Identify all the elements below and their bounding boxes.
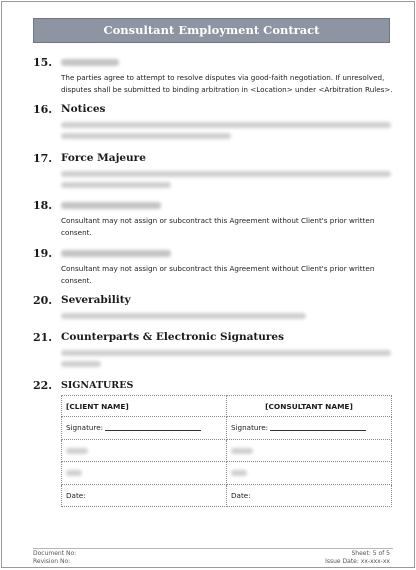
section-number: 15. xyxy=(33,56,53,69)
client-signature-cell[interactable] xyxy=(62,417,227,440)
consultant-redacted-cell xyxy=(227,462,392,485)
consultant-date-cell[interactable]: Date: xyxy=(227,484,392,507)
section-heading: Notices xyxy=(61,103,106,115)
document-title: Consultant Employment Contract xyxy=(33,18,390,43)
redacted-text xyxy=(61,122,391,128)
redacted-label xyxy=(66,470,82,476)
issue-date: Issue Date: xx-xxx-xx xyxy=(325,558,390,565)
signature-line xyxy=(105,430,201,431)
signature-label: Signature: xyxy=(66,423,104,433)
footer-left xyxy=(33,550,76,566)
section-number: 18. xyxy=(33,199,53,212)
redacted-text xyxy=(61,171,391,177)
signature-line xyxy=(270,430,366,431)
signature-row xyxy=(62,417,392,440)
document-no-label: Document No: xyxy=(33,550,77,557)
sheet-number: Sheet: 5 of 5 xyxy=(351,550,390,557)
footer-divider xyxy=(33,548,393,549)
redacted-heading xyxy=(61,59,119,66)
client-redacted-cell xyxy=(62,462,227,485)
redacted-heading xyxy=(61,250,171,257)
signature-label: Signature: xyxy=(231,423,269,433)
section-heading: Severability xyxy=(61,294,131,306)
section-number: 22. xyxy=(33,379,53,392)
section-number: 21. xyxy=(33,331,53,344)
redacted-text xyxy=(61,350,391,356)
consultant-name-header: [CONSULTANT NAME] xyxy=(227,396,392,417)
redacted-label xyxy=(231,470,247,476)
redacted-heading xyxy=(61,202,161,209)
redacted-label xyxy=(66,448,88,454)
section-number: 16. xyxy=(33,103,53,116)
redacted-text xyxy=(61,133,231,139)
revision-no-label: Revision No: xyxy=(33,558,71,565)
section-number: 17. xyxy=(33,152,53,165)
section-body: Consultant may not assign or subcontract this Agreement without Client's prior written consent. xyxy=(61,264,375,285)
section-body: The parties agree to attempt to resolve disputes via good-faith negotiation. If unresolved, disputes shall be submitted to binding arbitration in <Location> under <Arbitration Rules>. xyxy=(61,73,393,94)
client-date-cell[interactable]: Date: xyxy=(62,484,227,507)
consultant-signature-cell[interactable] xyxy=(227,417,392,440)
section-heading: Force Majeure xyxy=(61,152,146,164)
section-heading: SIGNATURES xyxy=(61,380,134,391)
section-heading: Counterparts & Electronic Signatures xyxy=(61,331,285,343)
section-number: 19. xyxy=(33,247,53,260)
redacted-text xyxy=(61,182,171,188)
client-redacted-cell xyxy=(62,439,227,462)
section-body: Consultant may not assign or subcontract this Agreement without Client's prior written consent. xyxy=(61,216,375,237)
redacted-text xyxy=(61,361,101,367)
section-number: 20. xyxy=(33,294,53,307)
redacted-row xyxy=(62,462,392,485)
date-row xyxy=(62,484,392,507)
redacted-label xyxy=(231,448,253,454)
redacted-text xyxy=(61,313,306,319)
signature-table-header-row xyxy=(62,396,392,417)
signature-table xyxy=(61,395,392,507)
redacted-row xyxy=(62,439,392,462)
document-page xyxy=(1,1,415,568)
consultant-redacted-cell xyxy=(227,439,392,462)
client-name-header: [CLIENT NAME] xyxy=(62,396,227,417)
footer-right xyxy=(325,550,390,566)
